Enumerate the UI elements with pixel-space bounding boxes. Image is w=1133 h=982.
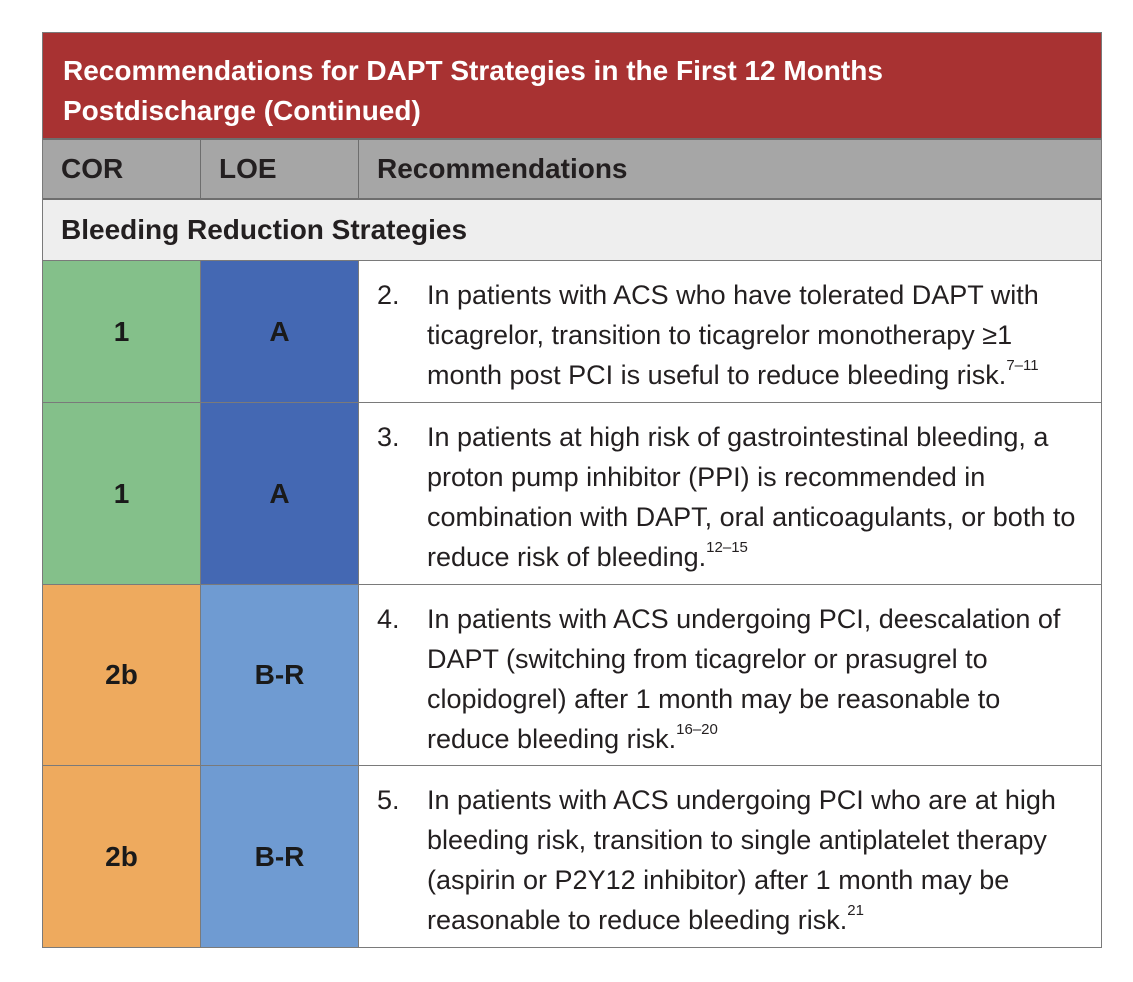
loe-cell: A (201, 261, 359, 402)
recommendation-number: 2. (377, 280, 400, 310)
cor-cell: 2b (43, 585, 201, 765)
table-title (43, 33, 1101, 138)
table-row (43, 261, 1101, 403)
loe-cell: A (201, 403, 359, 584)
table-row (43, 766, 1101, 947)
table-row (43, 585, 1101, 766)
table-row (43, 403, 1101, 585)
column-header-cor: COR (43, 140, 201, 198)
recommendation-cell (359, 585, 1101, 765)
cor-cell: 1 (43, 403, 201, 584)
recommendation-text (427, 275, 1087, 402)
recommendation-body: In patients with ACS who have tolerated DAPT with ticagrelor, transition to ticagrelor monotherapy ≥1 month post PCI is useful to reduce bleeding risk. (427, 280, 1039, 390)
recommendation-body: In patients at high risk of gastrointestinal bleeding, a proton pump inhibitor (PPI) is recommended in combination with DAPT, oral anticoagulants, or both to reduce risk of bleeding. (427, 422, 1076, 572)
recommendation-number: 3. (377, 422, 400, 452)
recommendation-cell (359, 403, 1101, 584)
recommendations-table (42, 32, 1102, 948)
recommendation-number: 5. (377, 785, 400, 815)
reference-superscript: 21 (847, 902, 864, 919)
reference-superscript: 7–11 (1006, 357, 1039, 374)
cor-cell: 2b (43, 766, 201, 947)
recommendation-text (427, 599, 1087, 765)
recommendation-body: In patients with ACS undergoing PCI who are at high bleeding risk, transition to single antiplatelet therapy (aspirin or P2Y12 inhibitor) after 1 month may be reasonable to reduce bleeding risk. (427, 785, 1056, 935)
column-header-recommendations: Recommendations (377, 153, 628, 184)
loe-cell: B-R (201, 766, 359, 947)
loe-cell: B-R (201, 585, 359, 765)
table-title-line-1: Recommendations for DAPT Strategies in the First 12 Months (63, 55, 883, 86)
table-title-line-2: Postdischarge (Continued) (63, 95, 421, 126)
reference-superscript: 16–20 (676, 721, 718, 738)
recommendation-cell (359, 261, 1101, 402)
recommendation-text (427, 417, 1087, 584)
recommendation-number: 4. (377, 604, 400, 634)
reference-superscript: 12–15 (706, 539, 748, 556)
cor-cell: 1 (43, 261, 201, 402)
recommendation-cell (359, 766, 1101, 947)
column-header-loe: LOE (201, 140, 359, 198)
recommendation-body: In patients with ACS undergoing PCI, deescalation of DAPT (switching from ticagrelor or prasugrel to clopidogrel) after 1 month may be reasonable to reduce bleeding risk. (427, 604, 1061, 754)
column-header-row (43, 138, 1101, 200)
recommendation-text (427, 780, 1087, 947)
section-heading: Bleeding Reduction Strategies (43, 200, 1101, 261)
